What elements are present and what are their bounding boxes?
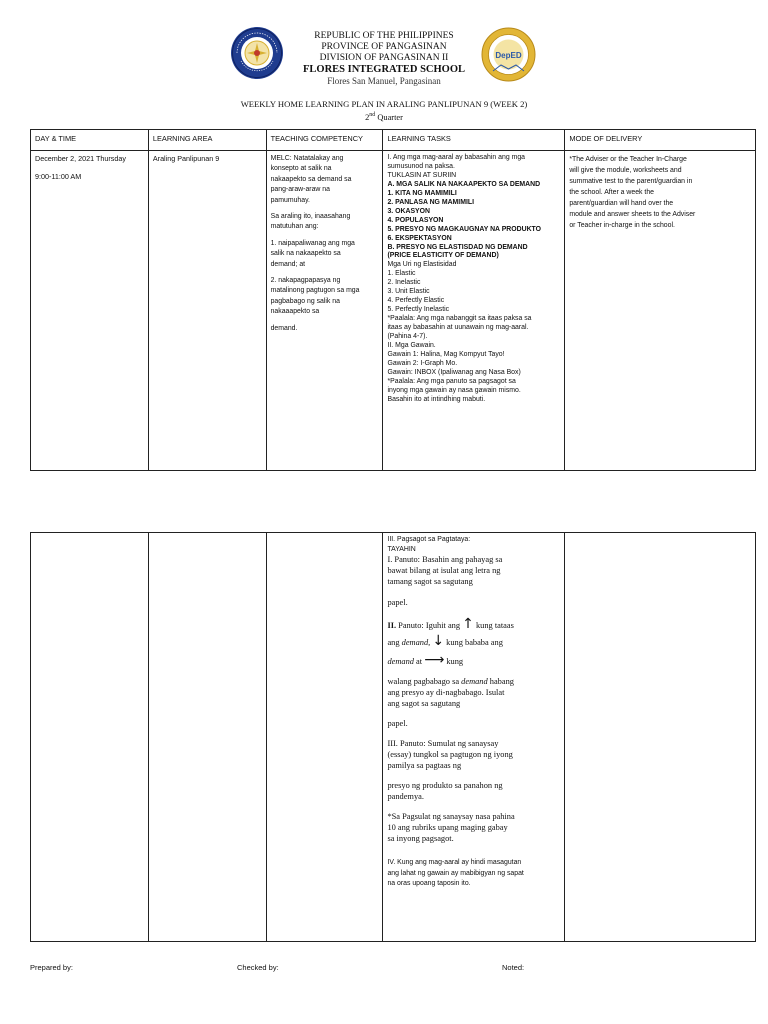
rubric-note-line2: 10 ang rubriks upang maging gabay bbox=[387, 823, 508, 833]
competency-line: matalinong pagtugon sa mga bbox=[270, 287, 360, 295]
papel-2: papel. bbox=[387, 719, 408, 729]
competency-line: matutuhan ang: bbox=[270, 223, 319, 231]
task-line: (Pahina 4-7). bbox=[387, 333, 428, 341]
panuto-2-b: kung tataas bbox=[475, 621, 514, 631]
header-division: DIVISION OF PANGASINAN II bbox=[319, 53, 449, 63]
cell-competency bbox=[266, 151, 383, 471]
cell-assessment-tasks bbox=[383, 533, 565, 942]
task-line: Gawain 2: I-Graph Mo. bbox=[387, 359, 458, 367]
header-learning-tasks: LEARNING TASKS bbox=[383, 130, 565, 151]
cell-empty-competency bbox=[266, 533, 383, 942]
competency-line: demand. bbox=[270, 324, 298, 332]
delivery-line: *The Adviser or the Teacher In-Charge bbox=[569, 156, 687, 163]
panuto-2-body bbox=[387, 676, 560, 709]
panuto-3-line1: III. Panuto: Sumulat ng sanaysay bbox=[387, 739, 499, 749]
quarter-number: 2 bbox=[365, 112, 370, 122]
header-day-time: DAY & TIME bbox=[31, 130, 149, 151]
header-province: PROVINCE OF PANGASINAN bbox=[321, 42, 447, 52]
task-line: 5. PRESYO NG MAGKAUGNAY NA PRODUKTO bbox=[387, 225, 541, 233]
cell-empty-area bbox=[148, 533, 266, 942]
panuto-3-line4: presyo ng produkto sa panahon ng bbox=[387, 781, 503, 791]
cell-day-time bbox=[31, 151, 149, 471]
demand-word: demand, bbox=[401, 638, 431, 648]
cell-mode-of-delivery bbox=[565, 151, 756, 471]
competency-line: MELC: Natatalakay ang bbox=[270, 155, 344, 162]
task-line: inyong mga gawain ay nasa gawain mismo. bbox=[387, 386, 521, 394]
quarter-label bbox=[0, 110, 768, 123]
panuto-3-cont bbox=[387, 780, 560, 802]
delivery-line: the school. After a week the bbox=[569, 189, 654, 196]
task-line: Gawain 1: Halina, Mag Kompyut Tayo! bbox=[387, 350, 505, 358]
rubric-note bbox=[387, 811, 560, 844]
task-line: 5. Perfectly Inelastic bbox=[387, 306, 450, 314]
learning-area-text: Araling Panlipunan 9 bbox=[152, 154, 220, 163]
task-line: I. Ang mga mag-aaral ay babasahin ang mga bbox=[387, 154, 525, 161]
learning-plan-table bbox=[30, 129, 756, 471]
header-teaching-competency: TEACHING COMPETENCY bbox=[266, 130, 383, 151]
arrow-right-icon: ⟶ bbox=[424, 652, 445, 669]
panuto-1-line1: Panuto: Basahin ang pahayag sa bbox=[394, 555, 503, 565]
part4-line3: na oras upoang taposin ito. bbox=[387, 880, 471, 888]
task-line: (PRICE ELASTICITY OF DEMAND) bbox=[387, 252, 499, 260]
delivery-line: or Teacher in-charge in the school. bbox=[569, 222, 675, 229]
task-line: 2. Inelastic bbox=[387, 279, 421, 287]
task-line: *Paalala: Ang mga nabanggit sa itaas paksa sa bbox=[387, 315, 532, 323]
checked-by-label: Checked by: bbox=[237, 963, 279, 972]
header-mode-of-delivery: MODE OF DELIVERY bbox=[565, 130, 756, 151]
tayahin-label: TAYAHIN bbox=[387, 545, 416, 553]
table-row bbox=[31, 151, 756, 471]
competency-line: salik na nakaapekto sa bbox=[270, 250, 341, 258]
panuto-3 bbox=[387, 738, 560, 771]
panuto-2-a: Panuto: Iguhit ang bbox=[398, 621, 461, 631]
arrow-down-icon: ↓ bbox=[432, 633, 445, 650]
panuto-1-line2: bawat bilang at isulat ang letra ng bbox=[387, 566, 501, 576]
panuto-2-line1 bbox=[387, 616, 560, 633]
task-line: II. Mga Gawain. bbox=[387, 342, 436, 350]
part4-line1: IV. Kung ang mag-aaral ay hindi masagutan bbox=[387, 859, 522, 867]
panuto-2-d: kung bababa ang bbox=[446, 638, 503, 648]
task-line: sumusunod na paksa. bbox=[387, 162, 455, 170]
panuto-2-h: ang presyo ay di-nagbabago. Isulat bbox=[387, 688, 505, 698]
header-address: Flores San Manuel, Pangasinan bbox=[327, 76, 441, 86]
competency-line: demand; at bbox=[270, 260, 306, 268]
assessment-table bbox=[30, 532, 756, 942]
cell-learning-area bbox=[148, 151, 266, 471]
task-line: Gawain: INBOX (Ipaliwanag ang Nasa Box) bbox=[387, 368, 521, 376]
delivery-line: parent/guardian will hand over the bbox=[569, 200, 674, 207]
competency-line: 1. naipapaliwanag ang mga bbox=[270, 239, 355, 247]
table-row bbox=[31, 533, 756, 942]
task-line: *Paalala: Ang mga panuto sa pagsagot sa bbox=[387, 377, 516, 385]
task-line: B. PRESYO NG ELASTISDAD NG DEMAND bbox=[387, 243, 528, 251]
demand-word: demand bbox=[387, 657, 414, 667]
competency-line: pamumuhay. bbox=[270, 196, 310, 204]
panuto-3-line5: pandemya. bbox=[387, 792, 424, 802]
panuto-1-number: I. bbox=[387, 555, 393, 565]
competency-line: 2. nakapagpapasya ng bbox=[270, 277, 341, 285]
panuto-2-f: kung bbox=[446, 657, 464, 667]
competency-line: konsepto at salik na bbox=[270, 165, 332, 173]
task-line: Basahin ito at intindhing mabuti. bbox=[387, 395, 486, 403]
panuto-2-g2: habang bbox=[489, 677, 514, 687]
competency-line: nakaapekto sa demand sa bbox=[270, 175, 352, 183]
date-text: December 2, 2021 Thursday bbox=[35, 154, 126, 163]
panuto-2-i: ang sagot sa sagutang bbox=[387, 699, 461, 709]
task-line: 2. PANLASA NG MAMIMILI bbox=[387, 198, 474, 206]
cell-learning-tasks bbox=[383, 151, 565, 471]
panuto-2-e: at bbox=[416, 657, 423, 667]
panuto-3-line2: (essay) tungkol sa pagtugon ng iyong bbox=[387, 750, 513, 760]
task-line: TUKLASIN AT SURIIN bbox=[387, 171, 457, 179]
competency-line: nakaaapekto sa bbox=[270, 308, 320, 316]
part4-text bbox=[387, 858, 560, 890]
task-line: Mga Uri ng Elastisidad bbox=[387, 261, 457, 269]
demand-word: demand bbox=[461, 677, 488, 687]
panuto-2-line3 bbox=[387, 652, 560, 669]
rubric-note-line3: sa inyong pagsagot. bbox=[387, 834, 454, 844]
header-learning-area: LEARNING AREA bbox=[148, 130, 266, 151]
panuto-2-line2 bbox=[387, 633, 560, 650]
competency-line: pagbabago ng salik na bbox=[270, 297, 340, 305]
panuto-2-number: II. bbox=[387, 621, 397, 631]
arrow-up-icon: ↑ bbox=[462, 616, 474, 633]
header-republic: REPUBLIC OF THE PHILIPPINES bbox=[314, 31, 454, 41]
quarter-suffix: nd bbox=[369, 112, 376, 118]
noted-label: Noted: bbox=[502, 963, 525, 972]
delivery-line: will give the module, worksheets and bbox=[569, 167, 682, 174]
deped-logo-text: DepED bbox=[495, 51, 522, 60]
panuto-1-line3: tamang sagot sa sagutang bbox=[387, 577, 473, 587]
quarter-word: Quarter bbox=[377, 112, 403, 122]
competency-line: Sa araling ito, inaasahang bbox=[270, 213, 351, 221]
time-text: 9:00-11:00 AM bbox=[35, 171, 82, 181]
part3-title: III. Pagsagot sa Pagtataya: bbox=[387, 536, 471, 543]
cell-empty-delivery bbox=[565, 533, 756, 942]
task-line: 3. OKASYON bbox=[387, 207, 430, 215]
cell-empty-day bbox=[31, 533, 149, 942]
task-line: 4. POPULASYON bbox=[387, 216, 444, 224]
panuto-1 bbox=[387, 554, 560, 587]
task-line: 3. Unit Elastic bbox=[387, 288, 430, 296]
part4-line2: ang lahat ng gawain ay mabibigyan ng sapat bbox=[387, 869, 524, 877]
panuto-2-g1: walang pagbabago sa bbox=[387, 677, 460, 687]
task-line: 1. Elastic bbox=[387, 270, 416, 278]
task-line: A. MGA SALIK NA NAKAAPEKTO SA DEMAND bbox=[387, 180, 541, 188]
delivery-line: module and answer sheets to the Adviser bbox=[569, 211, 696, 218]
plan-title: WEEKLY HOME LEARNING PLAN IN ARALING PANLIPUNAN 9 (WEEK 2) bbox=[240, 99, 528, 109]
task-line: itaas ay babasahin at uunawain ng mag-aaral. bbox=[387, 324, 529, 332]
task-line: 1. KITA NG MAMIMILI bbox=[387, 189, 457, 197]
papel-1: papel. bbox=[387, 598, 408, 608]
delivery-line: summative test to the parent/guardian in bbox=[569, 178, 693, 185]
panuto-3-line3: pamilya sa pagtaas ng bbox=[387, 761, 462, 771]
task-line: 4. Perfectly Elastic bbox=[387, 297, 445, 305]
competency-line: pang-araw-araw na bbox=[270, 186, 330, 194]
prepared-by-label: Prepared by: bbox=[30, 963, 73, 972]
task-line: 6. EKSPEKTASYON bbox=[387, 234, 452, 242]
table-header-row bbox=[31, 130, 756, 151]
panuto-2-c: ang bbox=[387, 638, 400, 648]
header-school-name: FLORES INTEGRATED SCHOOL bbox=[302, 64, 465, 75]
rubric-note-line1: *Sa Pagsulat ng sanaysay nasa pahina bbox=[387, 812, 515, 822]
